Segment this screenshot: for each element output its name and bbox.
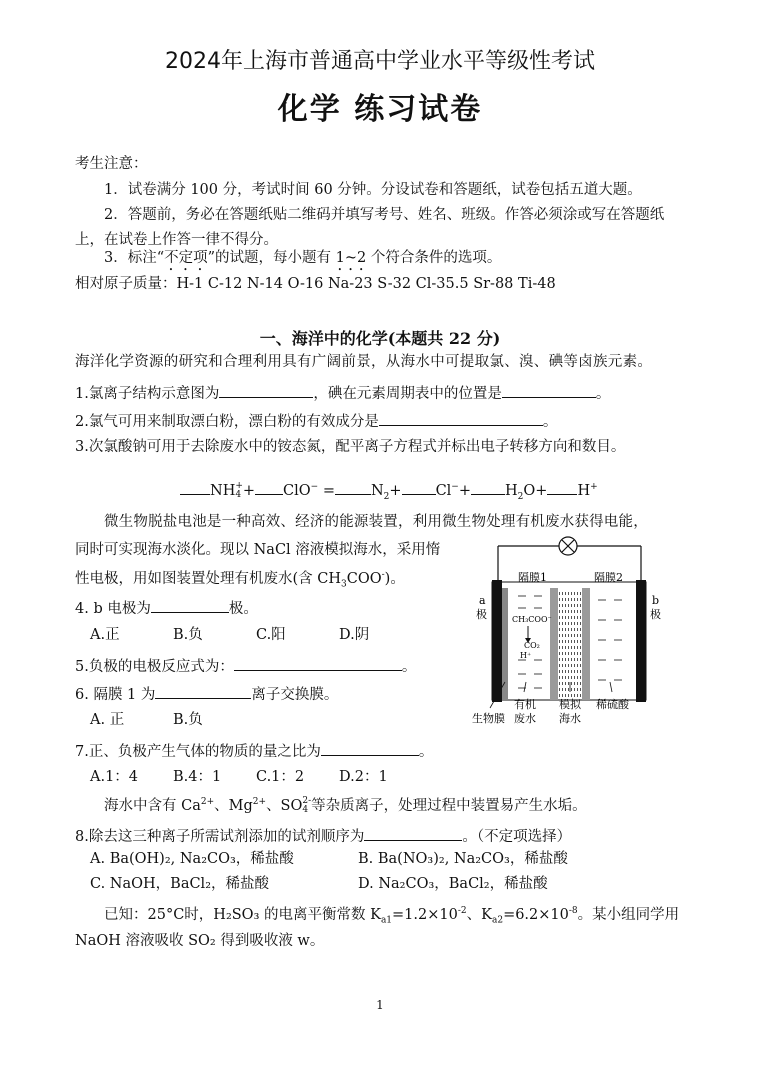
- seawater-label-2: 海水: [559, 712, 581, 725]
- atomic-mass: 相对原子质量：H-1 C-12 N-14 O-16 Na-23 S-32 Cl-35.5 Sr-88 Ti-48: [75, 276, 556, 292]
- paragraph-4b: NaOH 溶液吸收 SO₂ 得到吸收液 w。: [75, 933, 325, 949]
- q6-option-a: A. 正: [90, 712, 125, 728]
- seawater-label-1: 模拟: [559, 698, 581, 711]
- exam-subtitle: 化学 练习试卷: [277, 92, 483, 127]
- q4-option-a: A.正: [90, 627, 120, 643]
- q8-option-b: B. Ba(NO₃)₂, Na₂CO₃，稀盐酸: [358, 851, 568, 867]
- notice-item-1: 1．试卷满分 100 分，考试时间 60 分钟。分设试卷和答题纸，试卷包括五道大题。: [104, 182, 642, 198]
- co2-label: CO₂: [524, 641, 540, 650]
- q4-option-d: D.阴: [339, 627, 370, 643]
- q6-option-b: B.负: [173, 712, 203, 728]
- acid-label: 稀硫酸: [596, 698, 629, 711]
- notice-label: 考生注意：: [75, 156, 148, 172]
- hplus-label: H⁺: [520, 651, 532, 660]
- paragraph-2b: 同时可实现海水淡化。现以 NaCl 溶液模拟海水，采用惰: [75, 542, 441, 558]
- section-title: 一、海洋中的化学(本题共 22 分): [259, 329, 501, 348]
- q7-option-a: A.1：4: [90, 769, 139, 785]
- section-intro: 海洋化学资源的研究和合理利用具有广阔前景，从海水中可提取氯、溴、碘等卤族元素。: [75, 354, 653, 370]
- electrode-a-label-2: 极: [476, 608, 487, 621]
- membrane-1: [550, 588, 558, 700]
- question-3: 3.次氯酸钠可用于去除废水中的铵态氮，配平离子方程式并标出电子转移方向和数目。: [75, 439, 626, 455]
- paragraph-3: 海水中含有 $Ca^{2+}$、$Mg^{2+}$、SO 2- 4 等杂质离子，处理过程中装置易产生水垢。: [104, 796, 587, 815]
- q8-option-d: D. Na₂CO₃，BaCl₂，稀盐酸: [358, 876, 548, 892]
- lamp-icon: [559, 537, 577, 555]
- ch3coo-label: CH₃COO⁻: [512, 615, 552, 624]
- electrode-a: [492, 580, 502, 702]
- membrane-2: [582, 588, 590, 700]
- electrode-b-label-2: 极: [650, 608, 661, 621]
- question-8: 8.除去这三种离子所需试剂添加的试剂顺序为 。（不定项选择）: [75, 826, 571, 846]
- paragraph-2c: 性电极，用如图装置处理有机废水(含 $CH_3COO^-$)。: [75, 570, 405, 590]
- waste-label-1: 有机: [514, 698, 536, 711]
- biofilm: [502, 588, 508, 700]
- electrode-b-label-1: b: [652, 594, 660, 607]
- q8-option-c: C. NaOH，BaCl₂，稀盐酸: [90, 876, 270, 892]
- q7-option-d: D.2：1: [339, 769, 388, 785]
- notice-item-2a: 2．答题前，务必在答题纸贴二维码并填写考号、姓名、班级。作答必须涂或写在答题纸: [104, 207, 665, 223]
- electrode-b: [636, 580, 646, 702]
- waste-label-2: 废水: [514, 712, 536, 725]
- question-6: 6. 隔膜 1 为 离子交换膜。: [75, 684, 338, 704]
- question-4: 4. b 电极为 极。: [75, 598, 258, 618]
- q4-option-c: C.阳: [256, 627, 286, 643]
- page-number: 1: [376, 998, 384, 1012]
- exam-title: 2024年上海市普通高中学业水平等级性考试: [165, 49, 595, 74]
- notice-item-2b: 上，在试卷上作答一律不得分。: [75, 232, 278, 248]
- membrane-2-label: 隔膜2: [594, 571, 623, 584]
- q7-option-c: C.1：2: [256, 769, 305, 785]
- question-1: 1.氯离子结构示意图为 ，碘在元素周期表中的位置是 。: [75, 383, 610, 403]
- question-2: 2.氯气可用来制取漂白粉，漂白粉的有效成分是 。: [75, 411, 557, 431]
- notice-item-3: 3．标注“不定项”的试题，每小题有 1~2 个符合条件的选项。: [104, 250, 502, 266]
- electrode-a-label-1: a: [479, 594, 486, 607]
- q4-option-b: B.负: [173, 627, 203, 643]
- biofilm-label: 生物膜: [472, 712, 505, 725]
- ionic-equation: NH + 4 + $ClO^- = N_2+ Cl^-+ H_2O+ H^+$: [180, 480, 598, 503]
- q8-option-a: A. Ba(OH)₂, Na₂CO₃，稀盐酸: [90, 851, 294, 867]
- membrane-1-label: 隔膜1: [518, 571, 547, 584]
- seawater-region: [559, 590, 581, 698]
- paragraph-4a: 已知：25°C时，H₂SO₃ 的电离平衡常数 $K_{a1}=1.2\times 10^{-2}$、$K_{a2}=6.2\times 10^{-8}$。某小组同学用: [104, 906, 680, 926]
- q7-option-b: B.4：1: [173, 769, 222, 785]
- question-7: 7.正、负极产生气体的物质的量之比为 。: [75, 741, 433, 761]
- paragraph-2a: 微生物脱盐电池是一种高效、经济的能源装置，利用微生物处理有机废水获得电能，: [104, 514, 648, 530]
- battery-diagram: [462, 532, 682, 754]
- question-5: 5.负极的电极反应式为： 。: [75, 656, 416, 676]
